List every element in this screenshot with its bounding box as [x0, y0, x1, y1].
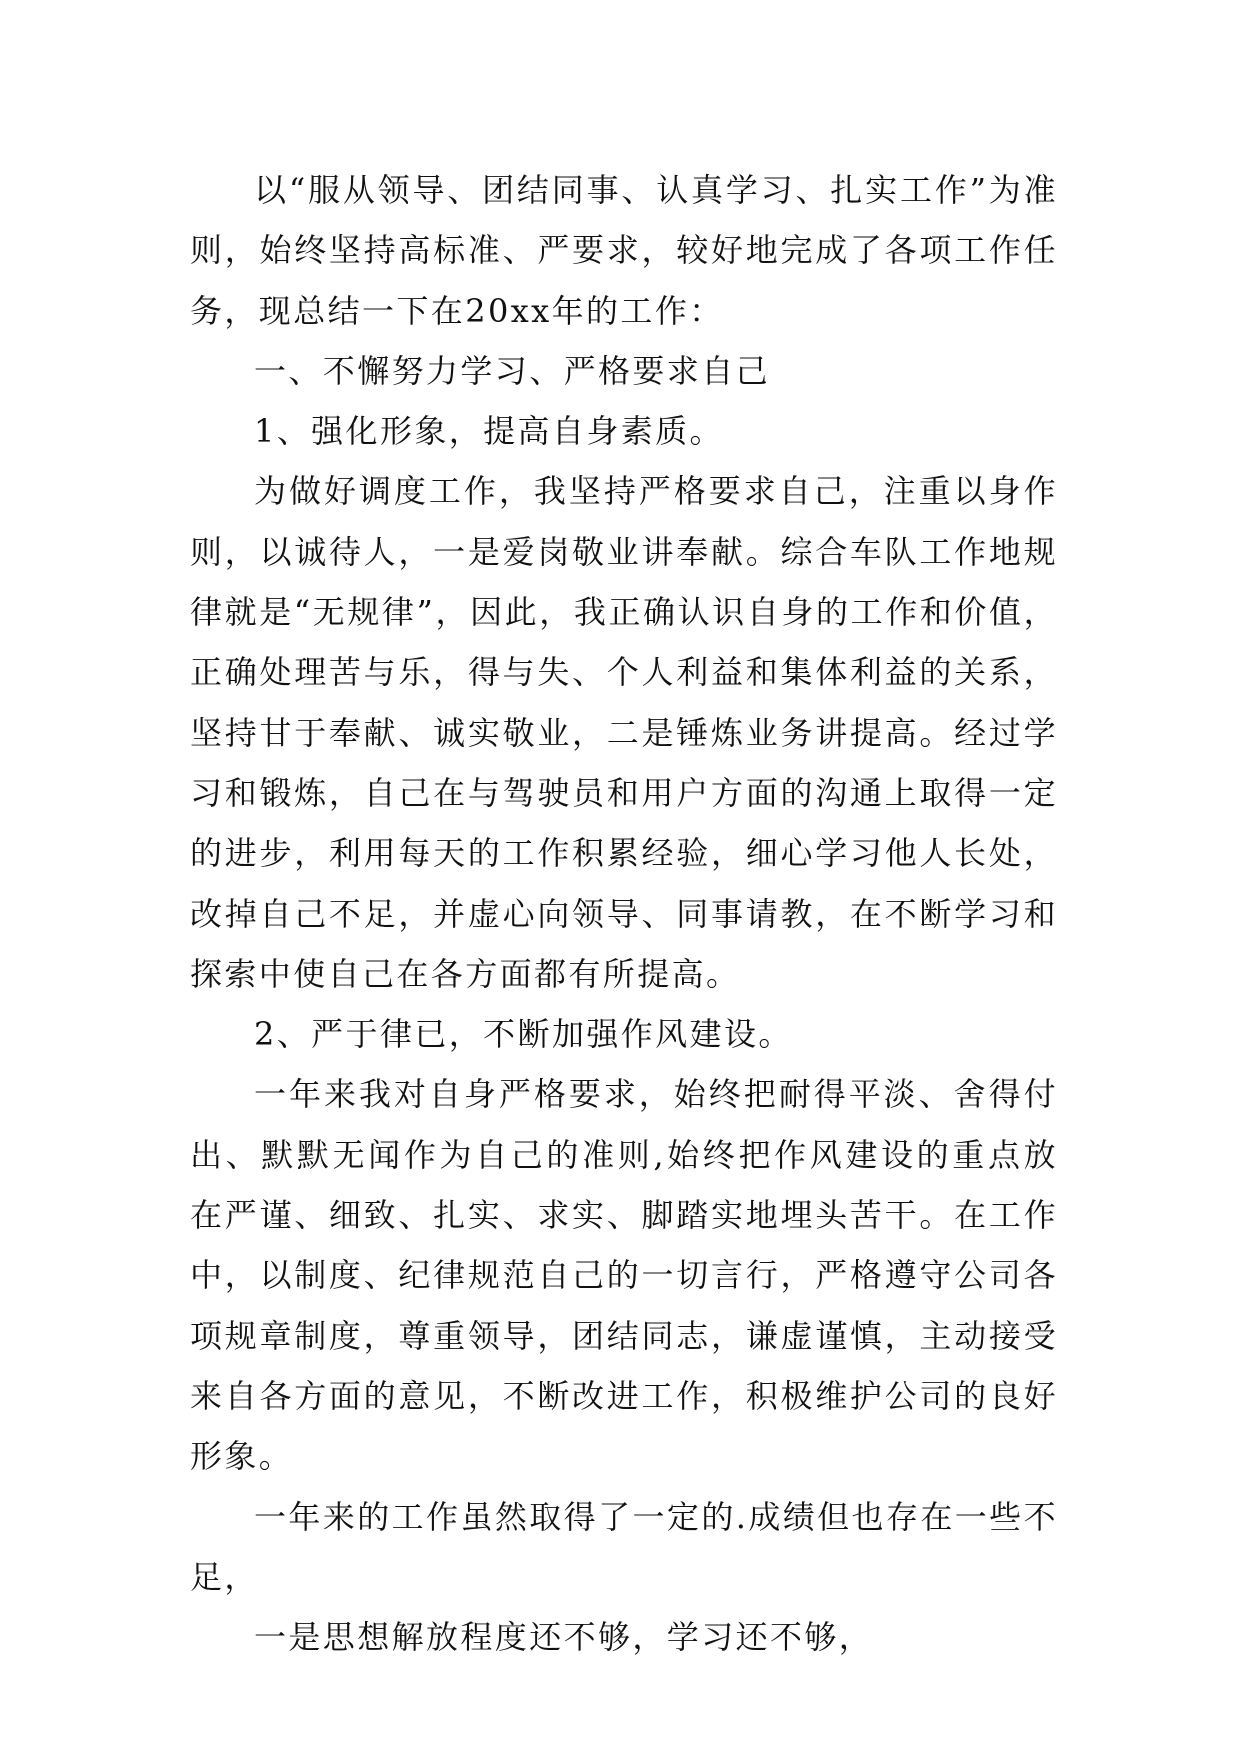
paragraph-1: 为做好调度工作，我坚持严格要求自己，注重以身作则，以诚待人，一是爱岗敬业讲奉献。综合车队工作地规律就是“无规律”，因此，我正确认识自身的工作和价值，正确处理苦与乐，得与失、个人利益和集体利益的关系，坚持甘于奉献、诚实敬业，二是锤炼业务讲提高。经过学习和锻炼，自己在与驾驶员和用户方面的沟通上取得一定的进步，利用每天的工作积累经验，细心学习他人长处，改掉自己不足，并虚心向领导、同事请教，在不断学习和探索中使自己在各方面都有所提高。	[190, 472, 1058, 993]
subheading-2: 2、严于律已，不断加强作风建设。	[254, 1015, 793, 1054]
paragraph-3: 一年来的工作虽然取得了一定的.成绩但也存在一些不足，	[190, 1497, 1058, 1596]
paragraph-4: 一是思想解放程度还不够，学习还不够，	[254, 1618, 874, 1657]
subheading-1: 1、强化形象，提高自身素质。	[254, 412, 724, 451]
section-heading-1: 一、不懈努力学习、严格要求自己	[254, 351, 771, 390]
document-body	[190, 160, 1058, 1667]
paragraph-2: 一年来我对自身严格要求，始终把耐得平淡、舍得付出、默默无闻作为自己的准则,始终把作风建设的重点放在严谨、细致、扎实、求实、脚踏实地埋头苦干。在工作中，以制度、纪律规范自己的一切言行，严格遵守公司各项规章制度，尊重领导，团结同志，谦虚谨慎，主动接受来自各方面的意见，不断改进工作，积极维护公司的良好形象。	[190, 1075, 1058, 1476]
paragraph-intro: 以“服从领导、团结同事、认真学习、扎实工作”为准则，始终坚持高标准、严要求，较好地完成了各项工作任务，现总结一下在20xx年的工作：	[190, 171, 1058, 330]
